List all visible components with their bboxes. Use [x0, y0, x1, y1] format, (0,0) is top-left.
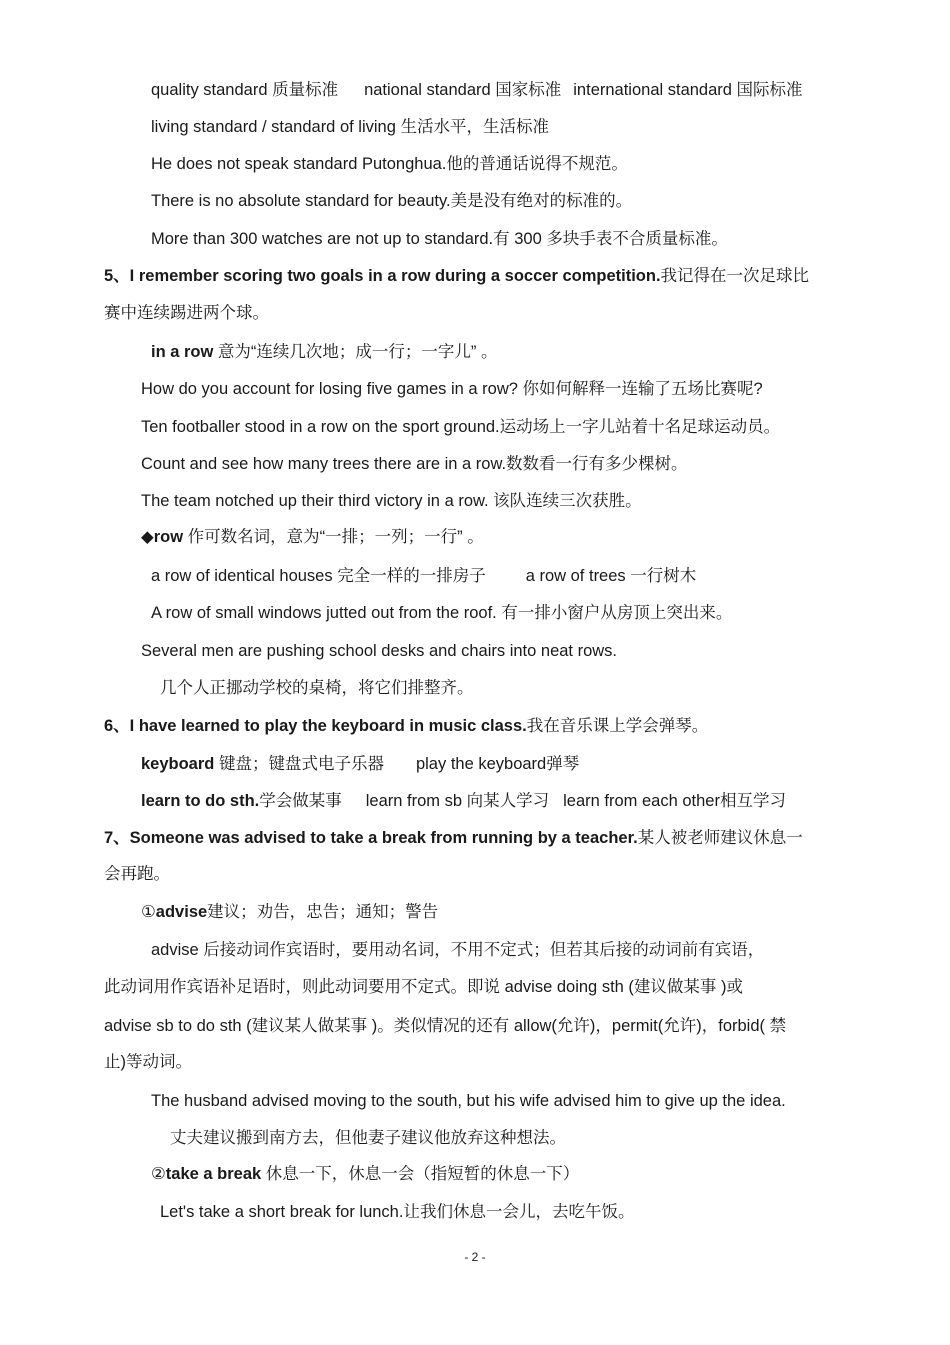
paragraph-line: advise sb to do sth (建议某人做某事 )。类似情况的还有 allow(允许)，permit(允许)，forbid( 禁: [104, 1017, 787, 1035]
phrase: a row of identical houses 完全一样的一排房子: [151, 567, 486, 585]
term-definition: [151, 1163, 579, 1185]
example-sentence: The husband advised moving to the south, but his wife advised him to give up the idea.: [151, 1092, 786, 1110]
sentence-translation: 某人被老师建议休息一: [637, 829, 803, 847]
term-definition: [151, 341, 498, 363]
phrase-line: living standard / standard of living 生活水平，生活标准: [151, 118, 549, 136]
phrase: learn from sb 向某人学习: [365, 792, 550, 810]
example-sentence: There is no absolute standard for beauty.美是没有绝对的标准的。: [151, 192, 633, 210]
example-sentence: More than 300 watches are not up to standard.有 300 多块手表不合质量标准。: [151, 230, 728, 248]
example-sentence: Count and see how many trees there are in a row.数数看一行有多少棵树。: [141, 455, 688, 473]
term: take a break: [165, 1165, 262, 1183]
sentence-english: 6、I have learned to play the keyboard in music class.: [104, 717, 527, 735]
definition: 作可数名词，意为“一排；一列；一行” 。: [183, 528, 484, 546]
page-number: - 2 -: [464, 1250, 486, 1264]
example-sentence: Several men are pushing school desks and chairs into neat rows.: [141, 642, 618, 660]
definition: 休息一下，休息一会（指短暂的休息一下）: [261, 1165, 580, 1183]
circled-number: ②: [151, 1165, 166, 1183]
example-sentence: A row of small windows jutted out from the roof. 有一排小窗户从房顶上突出来。: [151, 604, 733, 622]
term-definition: [141, 526, 484, 548]
phrase: learn from each other相互学习: [563, 792, 786, 810]
term-definition: [141, 753, 579, 775]
phrase: a row of trees 一行树木: [525, 567, 697, 585]
term-definition: [141, 790, 786, 812]
phrase: quality standard 质量标准: [151, 81, 339, 99]
paragraph-line: advise 后接动词作宾语时，要用动名词，不用不定式；但若其后接的动词前有宾语，: [151, 941, 765, 959]
sentence-translation: 赛中连续踢进两个球。: [104, 304, 269, 322]
term: row: [153, 528, 184, 546]
example-translation: 丈夫建议搬到南方去，但他妻子建议他放弃这种想法。: [170, 1129, 566, 1147]
phrase: play the keyboard弹琴: [415, 755, 580, 773]
paragraph-line: 止)等动词。: [104, 1053, 192, 1071]
sentence-english: 7、Someone was advised to take a break from running by a teacher.: [104, 829, 638, 847]
definition: 学会做某事: [259, 792, 342, 810]
sentence-translation: 会再跑。: [104, 865, 170, 883]
phrase-line: [151, 565, 696, 587]
definition: 意为“连续几次地；成一行；一字儿” 。: [213, 343, 498, 361]
example-sentence: Let's take a short break for lunch.让我们休息一会儿，去吃午饭。: [160, 1203, 635, 1221]
sentence-heading: [104, 827, 803, 849]
diamond-bullet-icon: ◆: [141, 528, 154, 546]
phrase: national standard 国家标准: [364, 81, 562, 99]
paragraph-line: 此动词用作宾语补足语时，则此动词要用不定式。即说 advise doing sth (建议做某事 )或: [104, 978, 743, 996]
definition: 建议；劝告，忠告；通知；警告: [207, 903, 439, 921]
sentence-translation: 我记得在一次足球比: [660, 267, 810, 285]
sentence-heading: [104, 265, 809, 287]
circled-number: ①: [141, 903, 156, 921]
phrase: international standard 国际标准: [573, 81, 803, 99]
term: keyboard: [141, 755, 215, 773]
sentence-heading: [104, 715, 708, 737]
definition: 键盘；键盘式电子乐器: [214, 755, 384, 773]
sentence-english: 5、I remember scoring two goals in a row during a soccer competition.: [104, 267, 661, 285]
term-definition: [141, 901, 438, 923]
term: learn to do sth.: [141, 792, 260, 810]
term: advise: [155, 903, 208, 921]
example-sentence: He does not speak standard Putonghua.他的普通话说得不规范。: [151, 155, 628, 173]
sentence-translation: 我在音乐课上学会弹琴。: [526, 717, 709, 735]
example-sentence: The team notched up their third victory in a row. 该队连续三次获胜。: [141, 492, 642, 510]
example-translation: 几个人正挪动学校的桌椅，将它们排整齐。: [160, 679, 474, 697]
example-sentence: How do you account for losing five games in a row? 你如何解释一连输了五场比赛呢?: [141, 380, 763, 398]
example-sentence: Ten footballer stood in a row on the sport ground.运动场上一字儿站着十名足球运动员。: [141, 418, 781, 436]
term: in a row: [151, 343, 214, 361]
phrase-line: [151, 79, 803, 101]
